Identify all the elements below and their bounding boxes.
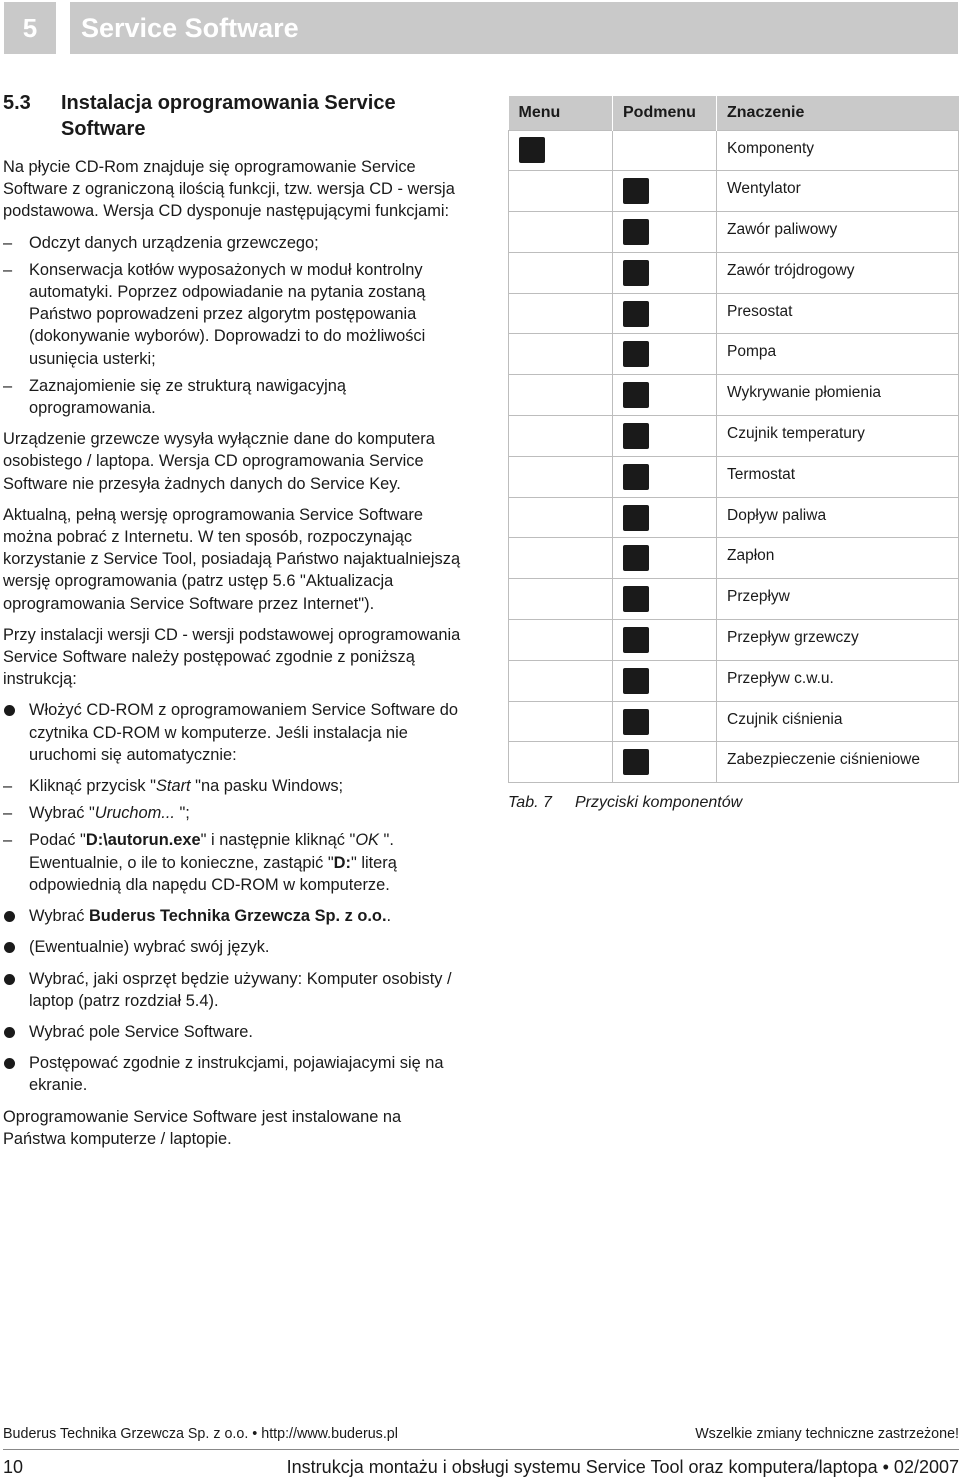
substep-text: " literą odpowiednią dla napędu CD-ROM w komputerze. [29,853,397,894]
table-row [509,538,959,579]
submenu-cell [613,538,717,579]
substep-bold: D:\autorun.exe [85,831,201,850]
chapter-title: Service Software [70,2,958,54]
step-item [3,905,463,927]
submenu-cell [613,375,717,416]
submenu-cell [613,660,717,701]
menu-cell [509,538,613,579]
function-item: – Konserwacja kotłów wyposażonych w moduł kontrolny automatyki. Poprzez odpowiadanie na pytania zostaną Państwo poprowadzeni przez algorytm postępowania (dokonywanie wyborów). Doprowadzi to do możliwości usunięcia usterki; [3,259,463,370]
fuel-valve-icon [623,219,649,245]
meaning-cell: Zawór paliwowy [717,212,959,253]
substep-item [3,829,463,896]
fan-icon [623,178,649,204]
function-item: – Odczyt danych urządzenia grzewczego; [3,232,463,254]
footer-divider [3,1449,959,1450]
step-item: (Ewentualnie) wybrać swój język. [3,936,463,958]
meaning-cell: Zawór trójdrogowy [717,252,959,293]
menu-cell [509,293,613,334]
step-item: Wybrać, jaki osprzęt będzie używany: Komputer osobisty / laptop (patrz rozdział 5.4). [3,968,463,1012]
substep-text: Podać " [29,831,86,850]
substep-emph: Uruchom... [94,804,175,823]
step-item: Włożyć CD-ROM z oprogramowaniem Service Software do czytnika CD-ROM w komputerze. Jeśli instalacja nie uruchomi się automatycznie: [3,699,463,766]
meaning-cell: Przepływ [717,579,959,620]
menu-cell [509,579,613,620]
submenu-cell [613,293,717,334]
menu-cell [509,171,613,212]
substep-text: ". Ewentualnie, o ile to konieczne, zastąpić " [29,831,394,872]
table-header-row [509,96,959,130]
step-text: . [386,907,392,926]
meaning-cell: Wentylator [717,171,959,212]
table-row [509,212,959,253]
substep-text: "; [174,804,190,823]
table-row [509,171,959,212]
submenu-cell [613,416,717,457]
table-row [509,334,959,375]
three-way-valve-icon [623,260,649,286]
table-row [509,701,959,742]
footer-rights: Wszelkie zmiany techniczne zastrzeżone! [695,1426,959,1442]
substep-text: Wybrać " [29,804,95,823]
ignition-icon [623,545,649,571]
menu-cell [509,334,613,375]
menu-cell [509,742,613,783]
submenu-cell [613,497,717,538]
meaning-cell: Czujnik ciśnienia [717,701,959,742]
heating-flow-icon [623,627,649,653]
substep-emph: OK [355,831,379,850]
flow-icon [623,586,649,612]
step-bold: Buderus Technika Grzewcza Sp. z o.o. [88,907,387,926]
section-number: 5.3 [3,92,31,114]
footer-document-title: Instrukcja montażu i obsługi systemu Service Tool oraz komputera/laptopa • 02/2007 [286,1457,959,1477]
hot-water-flow-icon [623,668,649,694]
pump-icon [623,341,649,367]
table-row [509,416,959,457]
table-row [509,742,959,783]
flame-detection-icon [623,382,649,408]
step-item: Postępować zgodnie z instrukcjami, pojawiajacymi się na ekranie. [3,1052,463,1096]
menu-cell [509,456,613,497]
meaning-cell: Dopływ paliwa [717,497,959,538]
substep-list [3,775,463,896]
menu-cell [509,375,613,416]
table-row [509,579,959,620]
column-header-submenu: Podmenu [613,96,717,130]
paragraph-instructions: Przy instalacji wersji CD - wersji podstawowej oprogramowania Service Software należy postępować zgodnie z poniższą instrukcją: [3,625,461,689]
caption-label: Tab. 7 [508,794,552,811]
component-buttons-table [508,96,959,783]
menu-cell [509,130,613,171]
menu-cell [509,212,613,253]
temperature-sensor-icon [623,423,649,449]
meaning-cell: Presostat [717,293,959,334]
step-list-2 [3,905,463,1096]
table-row [509,130,959,171]
table-row [509,660,959,701]
meaning-cell: Termostat [717,456,959,497]
submenu-cell [613,171,717,212]
main-text [3,90,463,1159]
substep-item [3,775,463,797]
menu-cell [509,252,613,293]
table-row [509,620,959,661]
submenu-cell [613,334,717,375]
substep-text: "na pasku Windows; [190,777,344,796]
chapter-number: 5 [4,2,56,54]
section-title: Instalacja oprogramowania Service Software [61,92,396,140]
paragraph-result: Oprogramowanie Service Software jest instalowane na Państwa komputerze / laptopie. [3,1107,402,1148]
step-item: Wybrać pole Service Software. [3,1021,463,1043]
submenu-cell [613,130,717,171]
table-row [509,375,959,416]
pressure-safety-icon [623,749,649,775]
meaning-cell: Przepływ grzewczy [717,620,959,661]
intro-paragraph: Na płycie CD-Rom znajduje się oprogramowanie Service Software z ograniczoną ilością funkcji, tzw. wersja CD - wersja podstawowa. Wersja CD dysponuje następującymi funkcjami: [3,158,455,221]
step-text: Wybrać [29,907,89,926]
thermostat-icon [623,464,649,490]
substep-bold: D: [333,853,351,872]
table-row [509,252,959,293]
submenu-cell [613,252,717,293]
menu-cell [509,701,613,742]
submenu-cell [613,579,717,620]
footer-top [3,1426,959,1442]
menu-cell [509,497,613,538]
fuel-supply-icon [623,505,649,531]
menu-cell [509,416,613,457]
paragraph-download: Aktualną, pełną wersję oprogramowania Service Software można pobrać z Internetu. W ten sposób, rozpoczynając korzystanie z Service Tool, posiadają Państwo najaktualniejszą wersję oprogramowania (patrz ustęp 5.6 "Aktualizacja oprogramowania Service Software przez Internet"). [3,505,461,613]
meaning-cell: Pompa [717,334,959,375]
substep-emph: Start [155,777,191,796]
paragraph-data-transfer: Urządzenie grzewcze wysyła wyłącznie dane do komputera osobistego / laptopa. Wersja CD oprogramowania Service Software nie przesyła żadnych danych do Service Key. [3,430,435,493]
function-item: – Zaznajomienie się ze strukturą nawigacyjną oprogramowania. [3,375,463,419]
submenu-cell [613,212,717,253]
section-heading [3,90,463,142]
substep-text: Kliknąć przycisk " [29,777,156,796]
step-list-1 [3,699,463,766]
caption-text: Przyciski komponentów [575,794,743,811]
meaning-cell: Komponenty [717,130,959,171]
footer-bottom [3,1457,959,1478]
page-number: 10 [3,1457,24,1477]
meaning-cell: Zapłon [717,538,959,579]
column-header-meaning: Znaczenie [717,96,959,130]
pressure-switch-icon [623,301,649,327]
table-row [509,456,959,497]
submenu-cell [613,456,717,497]
menu-cell [509,660,613,701]
components-icon [519,137,545,163]
column-header-menu: Menu [509,96,613,130]
substep-item [3,802,463,824]
menu-cell [509,620,613,661]
submenu-cell [613,742,717,783]
table-row [509,497,959,538]
submenu-cell [613,701,717,742]
function-list [3,232,463,420]
submenu-cell [613,620,717,661]
meaning-cell: Zabezpieczenie ciśnieniowe [717,742,959,783]
meaning-cell: Przepływ c.w.u. [717,660,959,701]
footer-company: Buderus Technika Grzewcza Sp. z o.o. • http://www.buderus.pl [3,1426,398,1442]
substep-text: " i następnie kliknąć " [200,831,356,850]
meaning-cell: Wykrywanie płomienia [717,375,959,416]
table-row [509,293,959,334]
table-caption [508,794,742,812]
pressure-sensor-icon [623,709,649,735]
meaning-cell: Czujnik temperatury [717,416,959,457]
